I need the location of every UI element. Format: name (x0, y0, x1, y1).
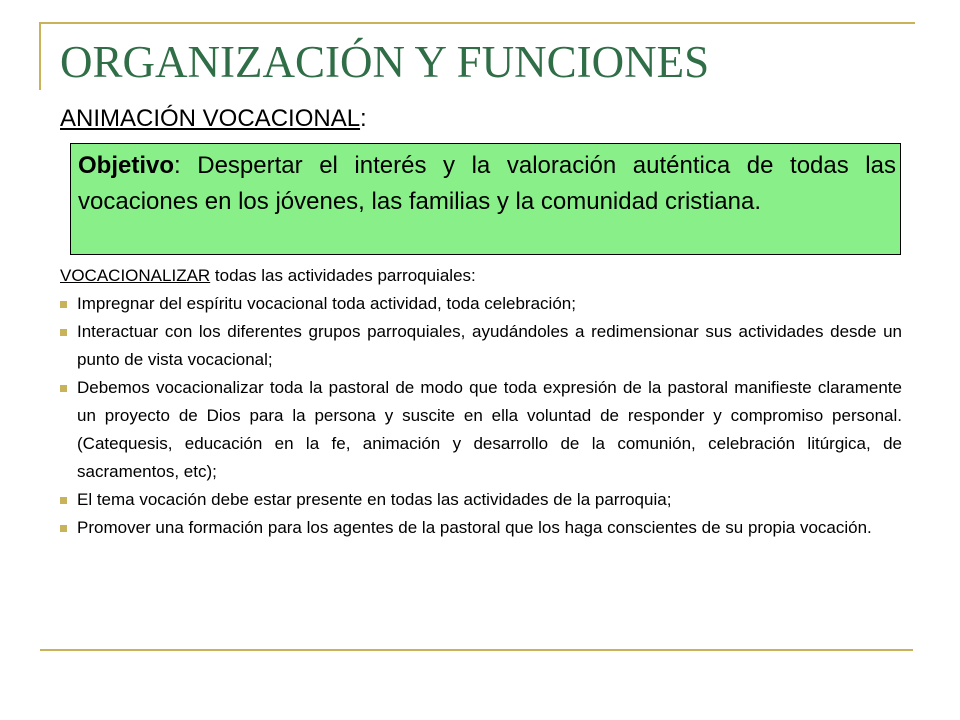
intro-keyword: VOCACIONALIZAR (60, 266, 211, 285)
list-item-text: Impregnar del espíritu vocacional toda actividad, toda celebración; (77, 294, 576, 313)
intro-text: todas las actividades parroquiales: (210, 266, 476, 285)
list-item (60, 374, 902, 486)
list-item (60, 290, 902, 318)
square-bullet-icon (60, 329, 67, 336)
objective-label: Objetivo (78, 152, 175, 179)
top-accent-rule (40, 22, 915, 24)
square-bullet-icon (60, 525, 67, 532)
list-item (60, 318, 902, 374)
list-item-text: Promover una formación para los agentes de la pastoral que los haga conscientes de su propia vocación. (77, 518, 872, 537)
intro-line (60, 265, 476, 287)
section-heading-text: ANIMACIÓN VOCACIONAL (60, 105, 361, 132)
slide-title: ORGANIZACIÓN Y FUNCIONES (60, 37, 710, 87)
objective-text: : Despertar el interés y la valoración auténtica de todas las vocaciones en los jóvenes, las familias y la comunidad cristiana. (78, 152, 896, 215)
list-item (60, 486, 902, 514)
section-heading-colon: : (360, 105, 367, 132)
bottom-accent-rule (40, 649, 913, 651)
square-bullet-icon (60, 301, 67, 308)
list-item-text: El tema vocación debe estar presente en todas las actividades de la parroquia; (77, 490, 672, 509)
list-item-text: Debemos vocacionalizar toda la pastoral de modo que toda expresión de la pastoral manifieste claramente un proyecto de Dios para la persona y suscite en ella voluntad de responder y compromiso personal. (Catequesis, educación en la fe, animación y desarrollo de la comunión, celebración litúrgica, de sacramentos, etc); (77, 378, 902, 481)
objective-box (70, 143, 901, 255)
section-heading (60, 103, 367, 135)
list-item (60, 514, 902, 542)
list-item-text: Interactuar con los diferentes grupos parroquiales, ayudándoles a redimensionar sus actividades desde un punto de vista vocacional; (77, 322, 902, 369)
square-bullet-icon (60, 497, 67, 504)
left-accent-rule (39, 22, 41, 90)
square-bullet-icon (60, 385, 67, 392)
bullet-list (60, 290, 902, 542)
